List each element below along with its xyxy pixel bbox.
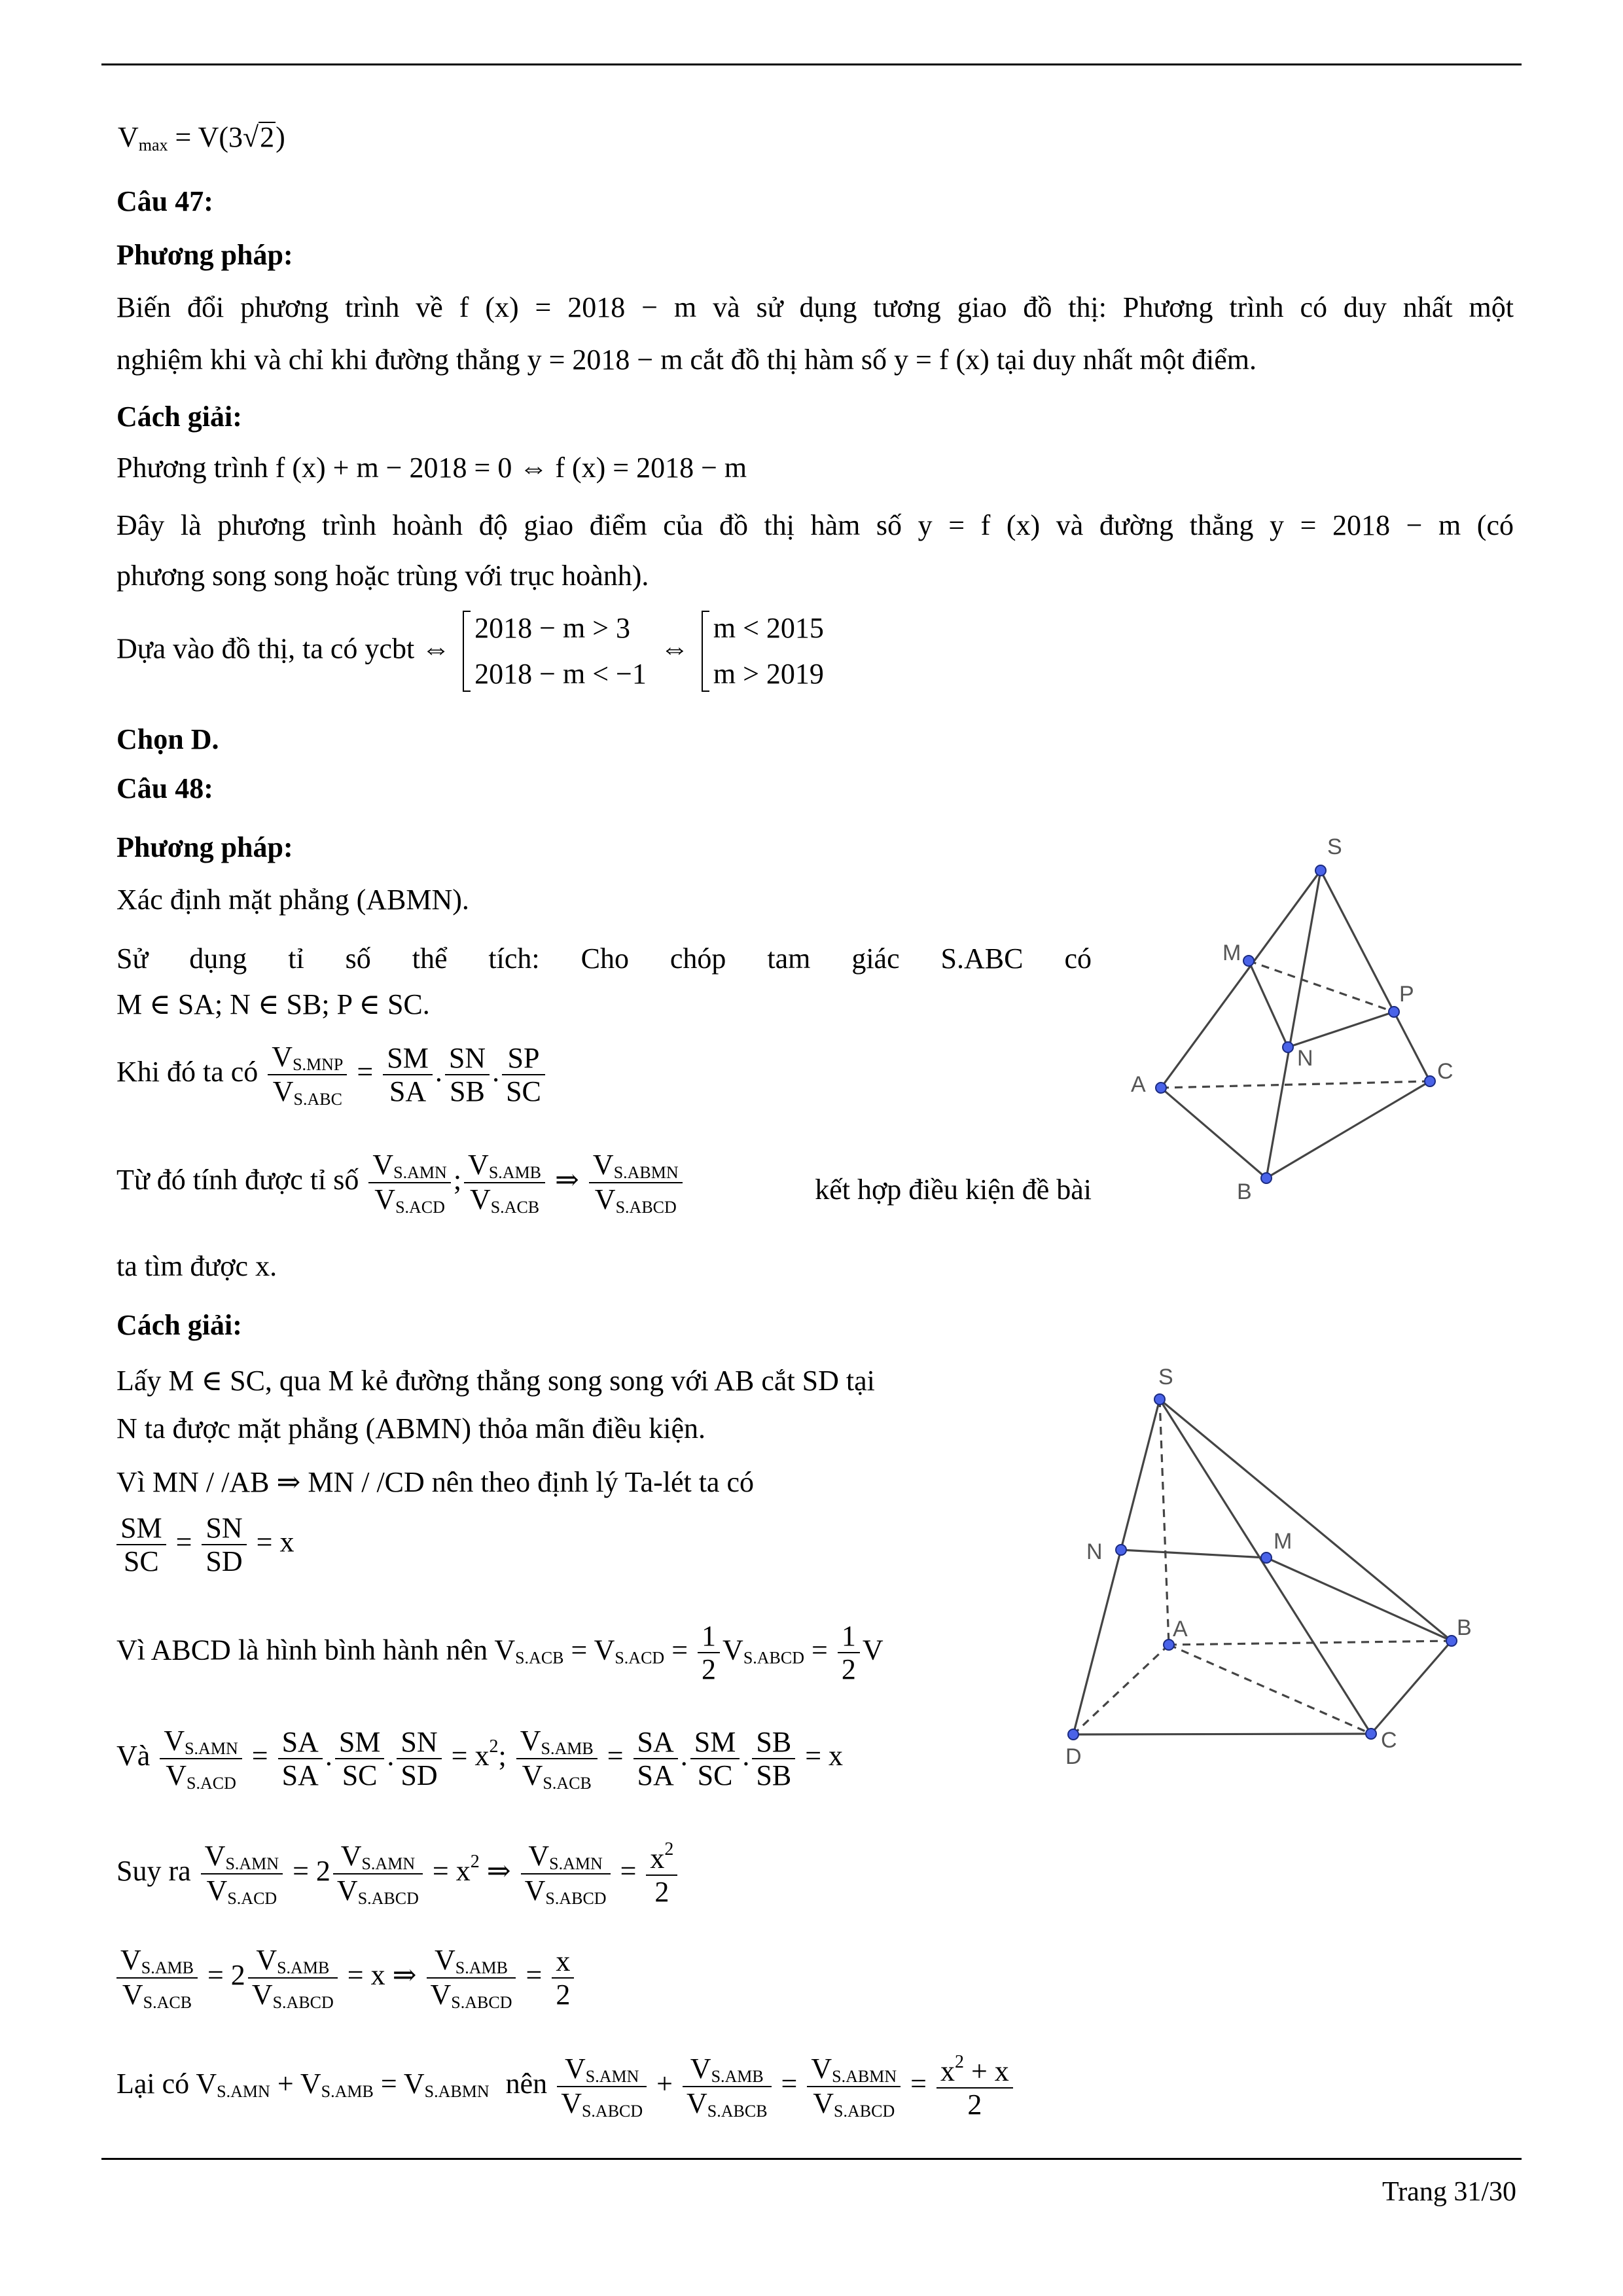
label-m: M xyxy=(1274,1529,1293,1554)
label-d: D xyxy=(1065,1744,1082,1769)
footer-rule xyxy=(101,2158,1522,2160)
q48-solution-line1: Lấy M ∈ SC, qua M kẻ đường thẳng song song với AB cắt SD tại xyxy=(116,1365,875,1397)
edge-sa xyxy=(1160,1399,1169,1645)
label-a: A xyxy=(1173,1617,1188,1641)
header-rule xyxy=(101,63,1522,65)
vertex-c xyxy=(1366,1729,1376,1739)
edge-sd xyxy=(1073,1399,1160,1734)
edge-sc xyxy=(1160,1399,1371,1734)
q48-parallelogram-line: Vì ABCD là hình bình hành nên $V_{S.ACB} = V_{S.ACD}$ = $\frac{1}{2}$ $V_{S.ABCD}$ = $\frac{1}{2}$ V xyxy=(116,1620,883,1686)
q48-method-line2: Sử dụng tỉ số thể tích: Cho chóp tam giác S.ABC có xyxy=(116,942,1092,975)
label-b: B xyxy=(1237,1179,1252,1204)
q48-method-line-last: ta tìm được x. xyxy=(116,1250,277,1282)
q48-lai-co-line: Lại có $V_{S.AMN} + V_{S.AMB} = V_{S.ABMN}$ nên $V_{S.AMN}$ $V_{S.ABCD}$ + $V_{S.AMB}$ $V_{S.ABCB}$ = $V_{S.ABMN}$ $V_{S.ABCD}$ = $\frac{x^2 + x}{2}$ xyxy=(116,2052,1016,2121)
edge-sb xyxy=(1266,870,1321,1178)
vertex-n xyxy=(1283,1042,1293,1052)
vertex-a xyxy=(1156,1083,1166,1093)
q47-condition: Dựa vào đồ thị, ta có ycbt ⇔ 2018 − m > 3 2018 − m < −1 ⇔ m < 2015 m > 2019 xyxy=(116,605,824,698)
label-s: S xyxy=(1327,834,1342,859)
q47-method-line2: nghiệm khi và chỉ khi đường thẳng y = 2018 − m cắt đồ thị hàm số y = f (x) tại duy nhất một điểm. xyxy=(116,344,1257,376)
q47-solution-heading: Cách giải: xyxy=(116,401,242,433)
q48-solution-line3: Vì MN / /AB ⇒ MN / /CD nên theo định lý Ta-lét ta có xyxy=(116,1466,754,1498)
q48-talet-ratio: $\frac{SM}{SC}$ = $\frac{SN}{SD}$ = x xyxy=(116,1512,294,1578)
figure-pyramid-sabcd xyxy=(1060,1355,1518,1774)
q47-solution-line3: phương song song hoặc trùng với trục hoành). xyxy=(116,560,649,592)
q47-answer: Chọn D. xyxy=(116,723,219,755)
q48-solution-heading: Cách giải: xyxy=(116,1309,242,1341)
vertex-s xyxy=(1315,865,1326,876)
label-n: N xyxy=(1297,1046,1313,1071)
vertex-m xyxy=(1261,1552,1272,1563)
q48-volume-ratio-formula: Khi đó ta có $V_{S.MNP}$ $V_{S.ABC}$ = $\frac{SM}{SA}$ . $\frac{SN}{SB}$ . $\frac{SP}{SC}$ xyxy=(116,1041,548,1109)
q48-ratio-line: Từ đó tính được tỉ số $V_{S.AMN}$ $V_{S.ACD}$ ; $V_{S.AMB}$ $V_{S.ACB}$ ⇒ $V_{S.ABMN}$ $V_{S.ABCD}$ kết hợp điều kiện đề bài xyxy=(116,1149,1092,1217)
label-p: P xyxy=(1399,982,1414,1007)
q48-va-line: Và $V_{S.AMN}$ $V_{S.ACD}$ = $\frac{SA}{SA}$ . $\frac{SM}{SC}$ . $\frac{SN}{SD}$ = $x^2$; $V_{S.AMB}$ $V_{S.ACB}$ = $\frac{SA}{SA}$ . $\frac{SM}{SC}$ . $\frac{SB}{SB}$ = x xyxy=(116,1725,844,1793)
page-number: Trang 31/30 xyxy=(1382,2177,1516,2207)
label-s: S xyxy=(1158,1365,1173,1390)
vertex-p xyxy=(1389,1007,1399,1017)
edge-sc xyxy=(1321,870,1430,1081)
q47-solution-line1: Phương trình f (x) + m − 2018 = 0 ⇔ f (x) = 2018 − m xyxy=(116,452,747,484)
vertex-c xyxy=(1425,1076,1435,1086)
q47-method-heading: Phương pháp: xyxy=(116,239,293,271)
label-b: B xyxy=(1457,1615,1472,1640)
q48-method-line1: Xác định mặt phẳng (ABMN). xyxy=(116,884,469,916)
edge-bc xyxy=(1266,1081,1430,1178)
vertex-m xyxy=(1243,956,1254,966)
vertex-b xyxy=(1446,1636,1457,1646)
label-c: C xyxy=(1437,1059,1454,1084)
edge-ac xyxy=(1169,1645,1371,1734)
edge-ad xyxy=(1073,1645,1169,1734)
label-m: M xyxy=(1222,941,1241,965)
edge-sb xyxy=(1160,1399,1452,1641)
label-n: N xyxy=(1086,1539,1103,1564)
edge-mn xyxy=(1249,961,1288,1047)
q47-solution-line2: Đây là phương trình hoành độ giao điểm của đồ thị hàm số y = f (x) và đường thẳng y = 2018 − m (có xyxy=(116,509,1514,541)
q48-suy-ra-line: Suy ra $V_{S.AMN}$ $V_{S.ACD}$ = 2 $V_{S.AMN}$ $V_{S.ABCD}$ = $x^2$ ⇒ $V_{S.AMN}$ $V_{S.ABCD}$ = $\frac{x^2}{2}$ xyxy=(116,1839,680,1909)
edge-np xyxy=(1288,1012,1394,1047)
edge-ab xyxy=(1169,1641,1452,1645)
vmax-line: $V_{max} = V(3√2)$ xyxy=(118,121,285,154)
vertex-d xyxy=(1068,1729,1079,1740)
q48-title: Câu 48: xyxy=(116,772,213,804)
vertex-s xyxy=(1154,1394,1165,1405)
edge-ab xyxy=(1161,1088,1266,1178)
figure-pyramid-sabc xyxy=(1113,831,1531,1224)
label-c: C xyxy=(1381,1728,1397,1753)
edge-nm xyxy=(1121,1550,1266,1558)
q48-solution-line2: N ta được mặt phẳng (ABMN) thỏa mãn điều kiện. xyxy=(116,1412,706,1444)
vertex-b xyxy=(1261,1173,1272,1183)
label-a: A xyxy=(1131,1072,1146,1097)
vertex-n xyxy=(1116,1545,1126,1555)
q47-method-line1: Biến đổi phương trình về f (x) = 2018 − m và sử dụng tương giao đồ thị: Phương trình có duy nhất một xyxy=(116,291,1514,323)
edge-mb xyxy=(1266,1558,1452,1641)
edge-ac xyxy=(1161,1081,1430,1088)
edge-cb xyxy=(1371,1641,1452,1734)
q47-title: Câu 47: xyxy=(116,185,213,217)
q48-method-heading: Phương pháp: xyxy=(116,831,293,863)
q48-method-line3: M ∈ SA; N ∈ SB; P ∈ SC. xyxy=(116,988,430,1020)
q48-amb-line: $V_{S.AMB}$ $V_{S.ACB}$ = 2 $V_{S.AMB}$ $V_{S.ABCD}$ = x ⇒ $V_{S.AMB}$ $V_{S.ABCD}$ = $\frac{x}{2}$ xyxy=(116,1944,577,2012)
